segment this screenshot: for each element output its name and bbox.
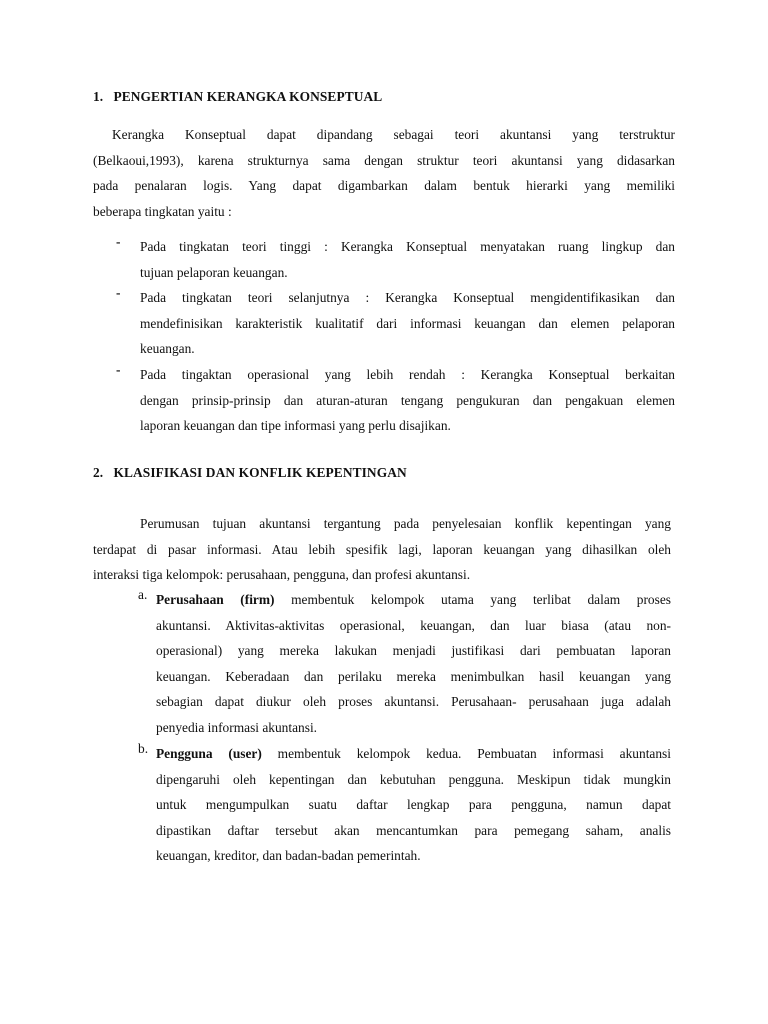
bullet-item-1 bbox=[140, 234, 675, 285]
bullet-line: Pada tingaktan operasional yang lebih rendah : Kerangka Konseptual berkaitan bbox=[140, 367, 675, 382]
bullet-item-3 bbox=[140, 362, 675, 439]
item-a bbox=[156, 587, 671, 741]
bullet-marker: - bbox=[116, 234, 121, 249]
bullet-line: laporan keuangan dan tipe informasi yang perlu disajikan. bbox=[140, 418, 451, 434]
intro-line: (Belkaoui,1993), karena strukturnya sama dengan struktur teori akuntansi yang didasarkan bbox=[93, 152, 675, 168]
item-first-rest: membentuk kelompok utama yang terlibat dalam proses bbox=[274, 592, 671, 607]
intro-line: interaksi tiga kelompok: perusahaan, pengguna, dan profesi akuntansi. bbox=[93, 567, 471, 583]
section-2-title: KLASIFIKASI DAN KONFLIK KEPENTINGAN bbox=[113, 465, 407, 480]
intro-line: pada penalaran logis. Yang dapat digambarkan dalam bentuk hierarki yang memiliki bbox=[93, 178, 675, 194]
intro-line: beberapa tingkatan yaitu : bbox=[93, 203, 232, 219]
bullet-item-2 bbox=[140, 285, 675, 362]
intro-line: Kerangka Konseptual dapat dipandang sebagai teori akuntansi yang terstruktur bbox=[112, 127, 675, 142]
item-term: Perusahaan (firm) bbox=[156, 592, 275, 607]
section-1-intro bbox=[93, 122, 675, 224]
intro-line: Perumusan tujuan akuntansi tergantung pada penyelesaian konflik kepentingan yang bbox=[140, 516, 671, 531]
item-line: sebagian dapat diukur oleh proses akuntansi. Perusahaan- perusahaan juga adalah bbox=[156, 694, 671, 710]
item-term: Pengguna (user) bbox=[156, 746, 262, 761]
item-line: penyedia informasi akuntansi. bbox=[156, 719, 318, 735]
item-line: akuntansi. Aktivitas-aktivitas operasional, keuangan, dan luar biasa (atau non- bbox=[156, 617, 671, 633]
item-first-line bbox=[156, 587, 671, 613]
bullet-line: Pada tingkatan teori tinggi : Kerangka Konseptual menyatakan ruang lingkup dan bbox=[140, 239, 675, 254]
intro-line: terdapat di pasar informasi. Atau lebih spesifik lagi, laporan keuangan yang dihasilkan oleh bbox=[93, 541, 671, 557]
section-2-intro bbox=[93, 511, 671, 588]
bullet-line: tujuan pelaporan keuangan. bbox=[140, 264, 288, 280]
bullet-marker: - bbox=[116, 362, 121, 377]
section-1-number: 1. bbox=[93, 89, 104, 104]
section-2-heading bbox=[93, 465, 407, 481]
section-2-number: 2. bbox=[93, 465, 104, 480]
section-1-title: PENGERTIAN KERANGKA KONSEPTUAL bbox=[113, 89, 383, 104]
item-line: dipengaruhi oleh kepentingan dan kebutuhan pengguna. Meskipun tidak mungkin bbox=[156, 771, 671, 787]
section-1-heading bbox=[93, 89, 382, 105]
bullet-line: dengan prinsip-prinsip dan aturan-aturan tengang pengukuran dan pengakuan elemen bbox=[140, 392, 675, 408]
item-letter: a. bbox=[138, 587, 148, 602]
bullet-line: keuangan. bbox=[140, 341, 195, 357]
bullet-line: mendefinisikan karakteristik kualitatif dari informasi keuangan dan elemen pelaporan bbox=[140, 315, 675, 331]
bullet-line: Pada tingkatan teori selanjutnya : Kerangka Konseptual mengidentifikasikan dan bbox=[140, 290, 675, 305]
bullet-marker: - bbox=[116, 285, 121, 300]
item-first-line bbox=[156, 741, 671, 767]
item-line: keuangan. Keberadaan dan perilaku mereka menimbulkan hasil keuangan yang bbox=[156, 668, 671, 684]
item-line: dipastikan daftar tersebut akan mencantumkan para pemegang saham, analis bbox=[156, 822, 671, 838]
item-b bbox=[156, 741, 671, 869]
item-first-rest: membentuk kelompok kedua. Pembuatan informasi akuntansi bbox=[261, 746, 671, 761]
item-line: keuangan, kreditor, dan badan-badan pemerintah. bbox=[156, 848, 421, 864]
item-line: operasional) yang mereka lakukan menjadi justifikasi dari pembuatan laporan bbox=[156, 643, 671, 659]
item-line: untuk mengumpulkan suatu daftar lengkap para pengguna, namun dapat bbox=[156, 797, 671, 813]
item-letter: b. bbox=[138, 741, 149, 756]
